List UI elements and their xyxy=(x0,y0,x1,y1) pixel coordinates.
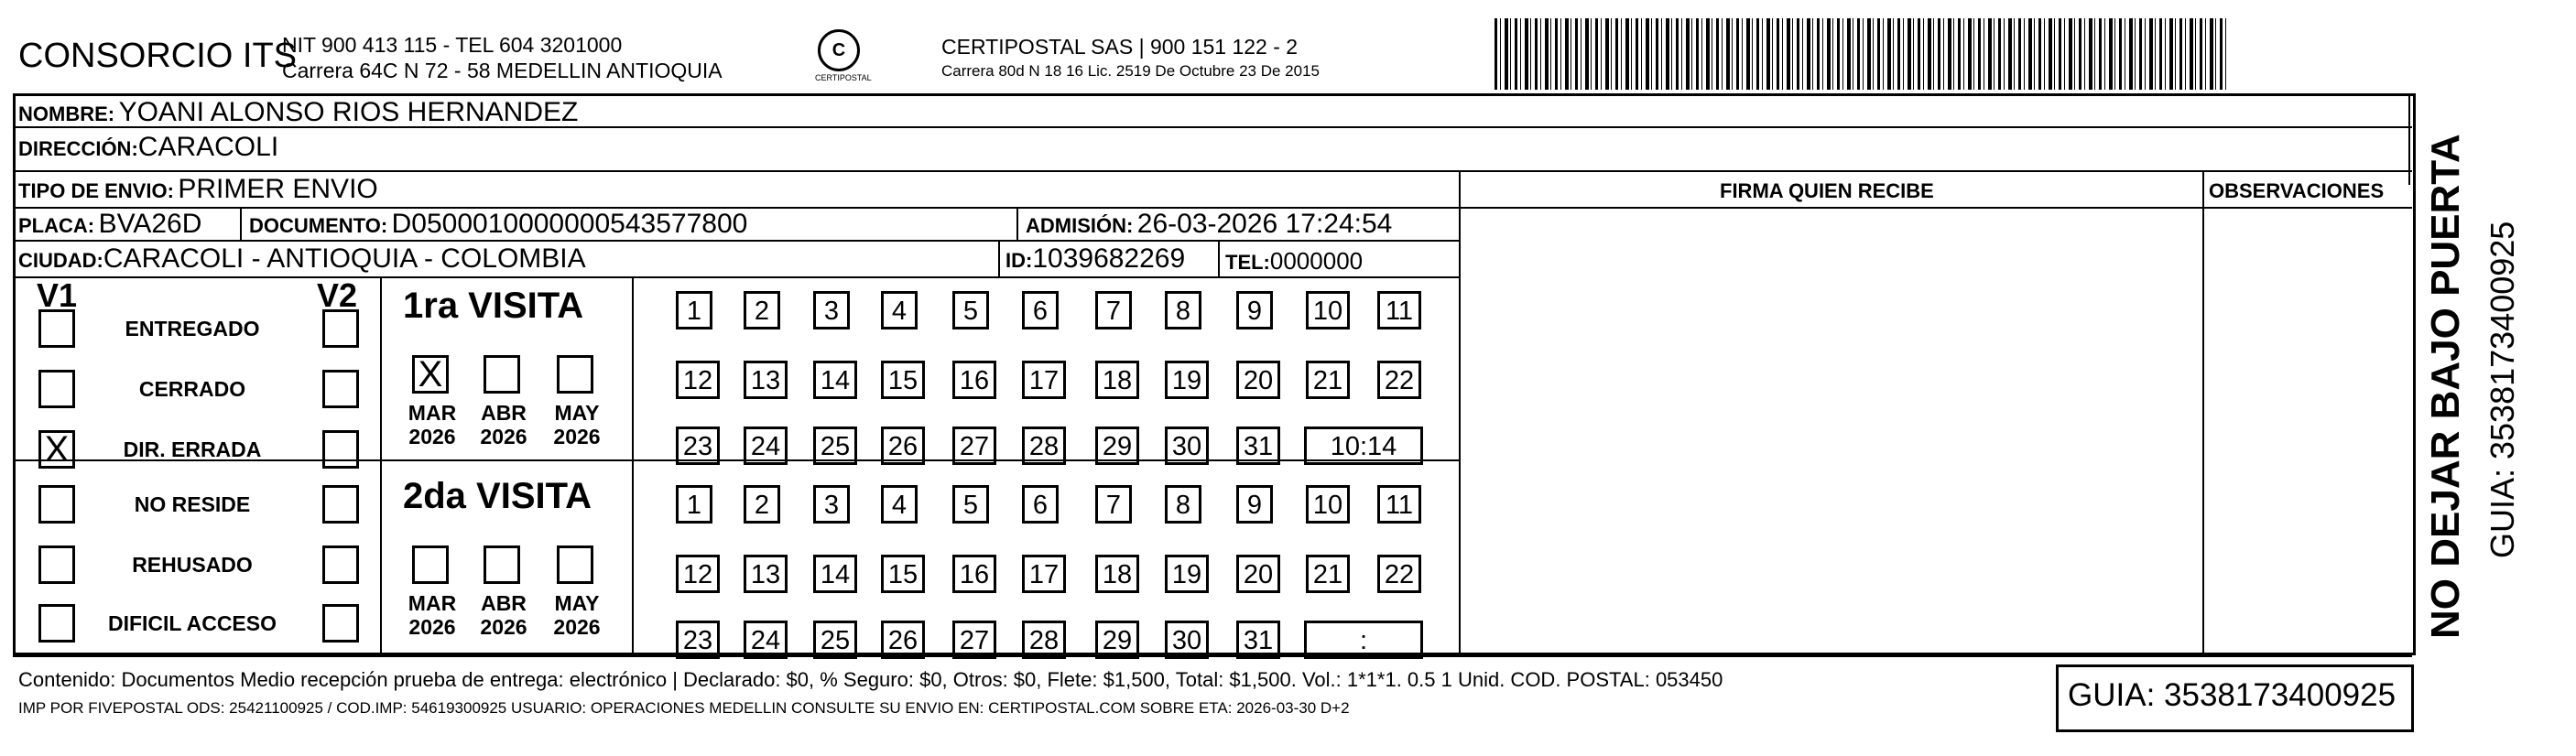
month-checkbox[interactable] xyxy=(484,545,520,584)
v1-header: V1 xyxy=(37,276,78,314)
day-box[interactable]: 11 xyxy=(1377,291,1421,329)
status-label: CERRADO xyxy=(138,377,246,401)
placa-value: BVA26D xyxy=(98,209,202,239)
visit2-title: 2da VISITA xyxy=(403,476,592,516)
placa-row: PLACA: BVA26D xyxy=(18,209,202,239)
day-box[interactable]: 18 xyxy=(1095,555,1139,593)
day-box[interactable]: 28 xyxy=(1022,427,1066,465)
firma-header: FIRMA QUIEN RECIBE xyxy=(1720,179,1934,202)
day-box[interactable]: 1 xyxy=(676,291,712,329)
day-box[interactable]: 1 xyxy=(676,485,712,524)
day-box[interactable]: 29 xyxy=(1095,427,1139,465)
day-box[interactable]: 8 xyxy=(1165,291,1201,329)
day-box[interactable]: 23 xyxy=(676,621,720,659)
day-box[interactable]: 24 xyxy=(744,621,788,659)
direccion-row: DIRECCIÓN:CARACOLI xyxy=(18,132,279,162)
time-box[interactable]: : xyxy=(1304,621,1423,659)
visit1-title: 1ra VISITA xyxy=(403,286,584,326)
month-label: ABR 2026 xyxy=(480,401,527,448)
day-box[interactable]: 20 xyxy=(1236,361,1280,399)
day-box[interactable]: 2 xyxy=(744,291,780,329)
status-v2-checkbox[interactable] xyxy=(322,604,359,643)
company-name: CONSORCIO ITS xyxy=(18,37,298,75)
day-box[interactable]: 30 xyxy=(1165,621,1209,659)
status-v2-checkbox[interactable] xyxy=(322,485,359,524)
day-box[interactable]: 31 xyxy=(1236,427,1280,465)
month-checkbox[interactable]: X xyxy=(412,355,449,394)
id-value: 1039682269 xyxy=(1032,243,1186,274)
status-v1-checkbox[interactable] xyxy=(38,604,75,643)
day-box[interactable]: 7 xyxy=(1095,291,1132,329)
month-checkbox[interactable] xyxy=(484,355,520,394)
day-box[interactable]: 7 xyxy=(1095,485,1132,524)
tel-value: 0000000 xyxy=(1269,247,1364,275)
day-box[interactable]: 9 xyxy=(1236,485,1273,524)
status-v1-checkbox[interactable] xyxy=(38,485,75,524)
day-box[interactable]: 13 xyxy=(744,361,788,399)
month-checkbox[interactable] xyxy=(412,545,449,584)
day-box[interactable]: 14 xyxy=(813,361,857,399)
day-box[interactable]: 3 xyxy=(813,485,850,524)
v2-header: V2 xyxy=(317,276,358,314)
tipo-envio-row: TIPO DE ENVIO: PRIMER ENVIO xyxy=(18,174,378,204)
partner-name: CERTIPOSTAL SAS | 900 151 122 - 2 xyxy=(941,35,1299,59)
day-box[interactable]: 27 xyxy=(952,427,996,465)
day-box[interactable]: 4 xyxy=(881,291,918,329)
day-box[interactable]: 6 xyxy=(1022,291,1059,329)
status-v1-checkbox[interactable] xyxy=(38,545,75,584)
no-dejar-warning: NO DEJAR BAJO PUERTA xyxy=(2423,134,2468,639)
day-box[interactable]: 24 xyxy=(744,427,788,465)
day-box[interactable]: 22 xyxy=(1377,361,1421,399)
day-box[interactable]: 28 xyxy=(1022,621,1066,659)
day-box[interactable]: 22 xyxy=(1377,555,1421,593)
day-box[interactable]: 17 xyxy=(1022,361,1066,399)
status-v1-checkbox[interactable] xyxy=(38,370,75,408)
time-box[interactable]: 10:14 xyxy=(1304,427,1423,465)
guia-number: GUIA: 3538173400925 xyxy=(2068,677,2397,713)
day-box[interactable]: 15 xyxy=(881,555,925,593)
month-label: MAR 2026 xyxy=(408,591,457,639)
logo-caption: CERTIPOSTAL xyxy=(815,73,872,82)
admision-value: 26-03-2026 17:24:54 xyxy=(1136,209,1393,239)
day-box[interactable]: 13 xyxy=(744,555,788,593)
status-v2-checkbox[interactable] xyxy=(322,545,359,584)
tel-row: TEL:0000000 xyxy=(1225,247,1364,275)
day-box[interactable]: 20 xyxy=(1236,555,1280,593)
recipient-name: YOANI ALONSO RIOS HERNANDEZ xyxy=(118,97,579,127)
status-v1-checkbox[interactable] xyxy=(38,309,75,348)
day-box[interactable]: 3 xyxy=(813,291,850,329)
footer-content: Contenido: Documentos Medio recepción prueba de entrega: electrónico | Declarado: $0, % Seguro: $0, Otros: $0, Flete: $1,500, Total: $1,500. Vol.: 1*1*1. 0.5 1 Unid. COD. POSTAL: 053450 xyxy=(18,668,1723,691)
status-label: DIFICIL ACCESO xyxy=(107,611,277,635)
firma-area[interactable] xyxy=(1462,209,2201,653)
month-label: MAY 2026 xyxy=(553,401,601,448)
documento-value: D0500010000000543577800 xyxy=(391,209,748,239)
side-guia: GUIA: 3538173400925 xyxy=(2484,221,2521,558)
day-box[interactable]: 9 xyxy=(1236,291,1273,329)
day-box[interactable]: 21 xyxy=(1306,361,1350,399)
day-box[interactable]: 10 xyxy=(1306,485,1350,524)
day-box[interactable]: 25 xyxy=(813,621,857,659)
status-v1-checkbox[interactable]: X xyxy=(38,430,75,469)
day-box[interactable]: 26 xyxy=(881,427,925,465)
day-box[interactable]: 23 xyxy=(676,427,720,465)
footer-print-info: IMP POR FIVEPOSTAL ODS: 25421100925 / COD.IMP: 54619300925 USUARIO: OPERACIONES MEDELLIN CONSULTE SU ENVIO EN: CERTIPOSTAL.COM SOBRE ETA: 2026-03-30 D+2 xyxy=(18,699,1350,717)
day-box[interactable]: 16 xyxy=(952,361,996,399)
status-label: REHUSADO xyxy=(132,553,253,577)
day-box[interactable]: 18 xyxy=(1095,361,1139,399)
status-label: ENTREGADO xyxy=(125,317,260,340)
admision-row: ADMISIÓN: 26-03-2026 17:24:54 xyxy=(1026,209,1393,239)
day-box[interactable]: 25 xyxy=(813,427,857,465)
status-label: NO RESIDE xyxy=(134,492,251,516)
id-row: ID:1039682269 xyxy=(1005,243,1186,274)
month-checkbox[interactable] xyxy=(557,545,593,584)
day-box[interactable]: 5 xyxy=(952,485,989,524)
certipostal-logo-icon: C xyxy=(818,29,860,71)
day-box[interactable]: 16 xyxy=(952,555,996,593)
day-box[interactable]: 19 xyxy=(1165,555,1209,593)
status-v2-checkbox[interactable] xyxy=(322,309,359,348)
nombre-row: NOMBRE: YOANI ALONSO RIOS HERNANDEZ xyxy=(18,97,579,127)
observaciones-header: OBSERVACIONES xyxy=(2209,179,2385,202)
day-box[interactable]: 4 xyxy=(881,485,918,524)
status-label: DIR. ERRADA xyxy=(123,437,262,461)
day-box[interactable]: 30 xyxy=(1165,427,1209,465)
day-box[interactable]: 27 xyxy=(952,621,996,659)
ciudad-row: CIUDAD:CARACOLI - ANTIOQUIA - COLOMBIA xyxy=(18,243,586,274)
observaciones-area[interactable] xyxy=(2205,209,2408,653)
ciudad-value: CARACOLI - ANTIOQUIA - COLOMBIA xyxy=(103,243,586,274)
month-checkbox[interactable] xyxy=(557,355,593,394)
day-box[interactable]: 15 xyxy=(881,361,925,399)
day-box[interactable]: 8 xyxy=(1165,485,1201,524)
status-v2-checkbox[interactable] xyxy=(322,370,359,408)
day-box[interactable]: 6 xyxy=(1022,485,1059,524)
month-label: ABR 2026 xyxy=(480,591,527,639)
day-box[interactable]: 17 xyxy=(1022,555,1066,593)
day-box[interactable]: 14 xyxy=(813,555,857,593)
month-label: MAR 2026 xyxy=(408,401,457,448)
day-box[interactable]: 10 xyxy=(1306,291,1350,329)
day-box[interactable]: 12 xyxy=(676,361,720,399)
day-box[interactable]: 21 xyxy=(1306,555,1350,593)
day-box[interactable]: 29 xyxy=(1095,621,1139,659)
day-box[interactable]: 12 xyxy=(676,555,720,593)
partner-address: Carrera 80d N 18 16 Lic. 2519 De Octubre 23 De 2015 xyxy=(941,62,1320,80)
day-box[interactable]: 5 xyxy=(952,291,989,329)
company-nit: NIT 900 413 115 - TEL 604 3201000 xyxy=(282,33,623,57)
month-label: MAY 2026 xyxy=(553,591,601,639)
day-box[interactable]: 19 xyxy=(1165,361,1209,399)
day-box[interactable]: 26 xyxy=(881,621,925,659)
day-box[interactable]: 2 xyxy=(744,485,780,524)
day-box[interactable]: 11 xyxy=(1377,485,1421,524)
documento-row: DOCUMENTO: D0500010000000543577800 xyxy=(249,209,748,239)
status-v2-checkbox[interactable] xyxy=(322,430,359,469)
day-box[interactable]: 31 xyxy=(1236,621,1280,659)
barcode xyxy=(1495,18,2227,90)
company-address: Carrera 64C N 72 - 58 MEDELLIN ANTIOQUIA xyxy=(282,59,723,82)
recipient-address: CARACOLI xyxy=(137,132,279,162)
shipping-type: PRIMER ENVIO xyxy=(178,174,378,204)
